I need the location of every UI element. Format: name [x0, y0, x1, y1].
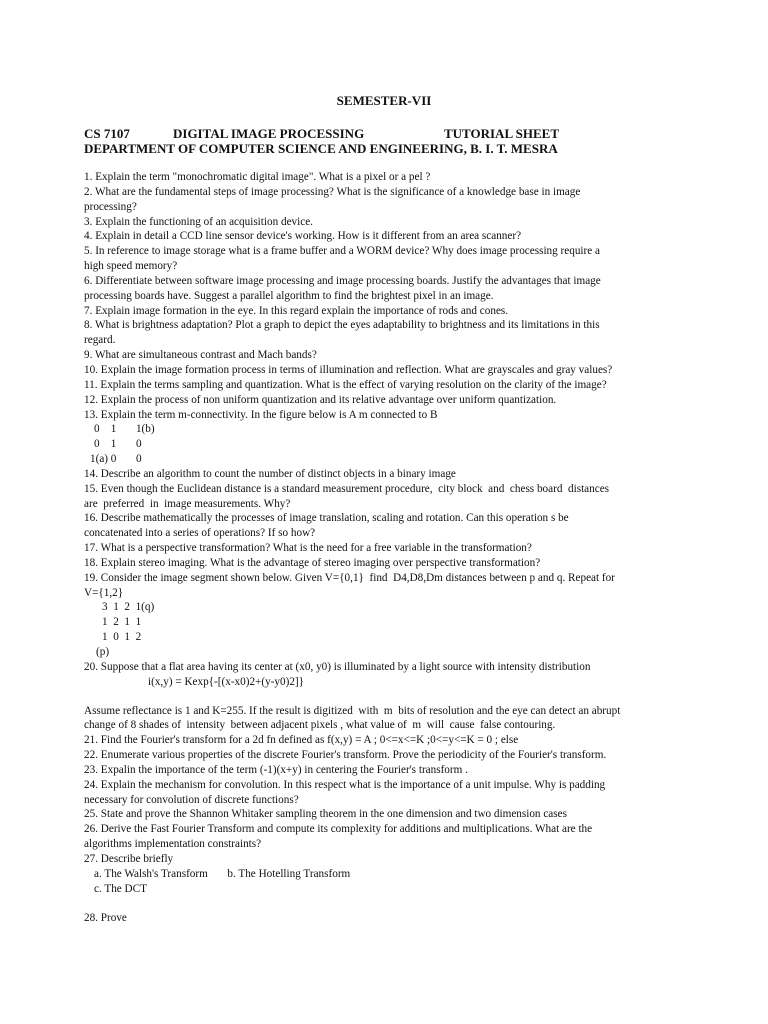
matrix-row: 3 1 2 1(q) — [102, 601, 155, 614]
question-line: 26. Derive the Fast Fourier Transform and compute its complexity for additions and multiplications. What are the — [84, 823, 593, 836]
question-line: are preferred in image measurements. Why? — [84, 497, 291, 510]
question-line: processing boards have. Suggest a parallel algorithm to find the brightest pixel in an image. — [84, 289, 494, 302]
question-line: 11. Explain the terms sampling and quantization. What is the effect of varying resolution on the clarity of the image? — [84, 378, 607, 391]
question-line: 18. Explain stereo imaging. What is the advantage of stereo imaging over perspective transformation? — [84, 556, 541, 569]
question-line: regard. — [84, 334, 116, 347]
department-heading: DEPARTMENT OF COMPUTER SCIENCE AND ENGINEERING, B. I. T. MESRA — [84, 141, 558, 156]
question-line: 2. What are the fundamental steps of image processing? What is the significance of a knowledge base in image — [84, 185, 581, 198]
matrix-row: 0 1 1(b) — [94, 423, 155, 436]
question-list — [84, 170, 684, 925]
question-line: 8. What is brightness adaptation? Plot a graph to depict the eyes adaptability to brightness and its limitations in this — [84, 319, 600, 332]
question-line: 24. Explain the mechanism for convolution. In this respect what is the importance of a unit impulse. Why is padding — [84, 778, 606, 791]
spacer — [84, 690, 684, 704]
sheet-type: TUTORIAL SHEET — [444, 126, 560, 141]
question-line: Assume reflectance is 1 and K=255. If the result is digitized with m bits of resolution and the eye can detect an abrupt — [84, 704, 621, 717]
matrix-row: 1 0 1 2 — [102, 631, 142, 644]
question-line: 21. Find the Fourier's transform for a 2d fn defined as f(x,y) = A ; 0<=x<=K ;0<=y<=K = 0 ; else — [84, 734, 519, 747]
semester-heading: SEMESTER-VII — [336, 93, 432, 108]
course-title: DIGITAL IMAGE PROCESSING — [173, 126, 365, 141]
question-line: 13. Explain the term m-connectivity. In the figure below is A m connected to B — [84, 408, 438, 421]
matrix-row: 0 1 0 — [94, 438, 142, 451]
question-line: processing? — [84, 200, 137, 213]
question-line: high speed memory? — [84, 260, 178, 273]
formula: i(x,y) = Kexp{-[(x-x0)2+(y-y0)2]} — [148, 675, 305, 688]
question-line: 4. Explain in detail a CCD line sensor device's working. How is it different from an area scanner? — [84, 230, 522, 243]
sub-item: a. The Walsh's Transform b. The Hotelling Transform — [94, 867, 351, 880]
question-line: necessary for convolution of discrete functions? — [84, 793, 299, 806]
matrix-row: 1 2 1 1 — [102, 616, 142, 629]
question-line: change of 8 shades of intensity between adjacent pixels , what value of m will cause false contouring. — [84, 719, 556, 732]
question-line: 15. Even though the Euclidean distance is a standard measurement procedure, city block and chess board distances — [84, 482, 610, 495]
question-line: 20. Suppose that a flat area having its center at (x0, y0) is illuminated by a light source with intensity distribution — [84, 660, 591, 673]
question-line: 17. What is a perspective transformation? What is the need for a free variable in the transformation? — [84, 542, 532, 555]
question-line: 9. What are simultaneous contrast and Mach bands? — [84, 349, 317, 362]
sub-item: c. The DCT — [94, 882, 147, 895]
matrix-row: 1(a) 0 0 — [90, 453, 142, 466]
question-line: 28. Prove — [84, 911, 127, 924]
question-line: 6. Differentiate between software image processing and image processing boards. Justify the advantages that image — [84, 274, 601, 287]
question-line: 25. State and prove the Shannon Whitaker sampling theorem in the one dimension and two dimension cases — [84, 808, 567, 821]
question-line: 23. Expalin the importance of the term (-1)(x+y) in centering the Fourier's transform . — [84, 763, 468, 776]
question-line: 22. Enumerate various properties of the discrete Fourier's transform. Prove the periodicity of the Fourier's transform. — [84, 749, 607, 762]
question-line: 19. Consider the image segment shown below. Given V={0,1} find D4,D8,Dm distances between p and q. Repeat for — [84, 571, 615, 584]
question-line: 7. Explain image formation in the eye. In this regard explain the importance of rods and cones. — [84, 304, 509, 317]
question-line: 5. In reference to image storage what is a frame buffer and a WORM device? Why does image processing require a — [84, 245, 600, 258]
question-line: 12. Explain the process of non uniform quantization and its relative advantage over uniform quantization. — [84, 393, 557, 406]
question-line: V={1,2} — [84, 586, 124, 599]
question-line: 14. Describe an algorithm to count the number of distinct objects in a binary image — [84, 467, 456, 480]
spacer — [84, 897, 684, 911]
question-line: algorithms implementation constraints? — [84, 838, 262, 851]
course-code: CS 7107 — [84, 126, 130, 141]
question-line: 16. Describe mathematically the processes of image translation, scaling and rotation. Can this operation s be — [84, 512, 569, 525]
matrix-label: (p) — [96, 646, 110, 658]
question-line: 1. Explain the term "monochromatic digital image". What is a pixel or a pel ? — [84, 171, 431, 183]
question-line: 10. Explain the image formation process in terms of illumination and reflection. What are grayscales and gray values? — [84, 363, 613, 376]
question-line: 27. Describe briefly — [84, 852, 174, 865]
question-line: 3. Explain the functioning of an acquisition device. — [84, 215, 313, 228]
question-line: concatenated into a series of operations? If so how? — [84, 527, 316, 540]
